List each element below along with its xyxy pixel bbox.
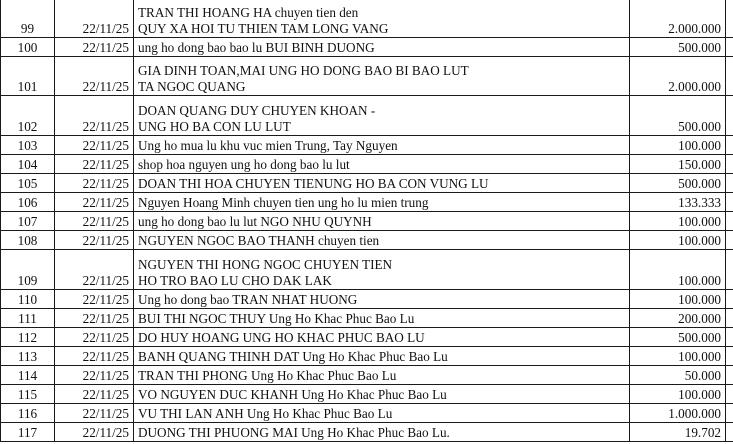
description-line: GIA DINH TOAN,MAI UNG HO DONG BAO BI BAO LUT bbox=[138, 63, 469, 78]
description-cell bbox=[134, 385, 630, 404]
date-cell: 22/11/25 bbox=[55, 57, 134, 96]
row-number-cell: 107 bbox=[1, 212, 55, 231]
row-number-cell: 110 bbox=[1, 290, 55, 309]
table-row bbox=[1, 155, 733, 174]
amount-cell: 100.000 bbox=[630, 136, 726, 155]
date-cell: 22/11/25 bbox=[55, 309, 134, 328]
description-cell bbox=[134, 0, 630, 38]
description-cell bbox=[134, 57, 630, 96]
row-number-cell: 103 bbox=[1, 136, 55, 155]
amount-cell: 100.000 bbox=[630, 231, 726, 250]
row-number-cell: 115 bbox=[1, 385, 55, 404]
date-cell: 22/11/25 bbox=[55, 250, 134, 290]
date-cell: 22/11/25 bbox=[55, 404, 134, 423]
blank-cell bbox=[726, 193, 733, 212]
table-row bbox=[1, 328, 733, 347]
date-cell: 22/11/25 bbox=[55, 366, 134, 385]
description-line: DOAN THI HOA CHUYEN TIENUNG HO BA CON VUNG LU bbox=[138, 176, 489, 191]
table-row bbox=[1, 193, 733, 212]
description-cell bbox=[134, 96, 630, 136]
blank-cell bbox=[726, 290, 733, 309]
table-row bbox=[1, 57, 733, 96]
description-cell bbox=[134, 212, 630, 231]
description-cell bbox=[134, 290, 630, 309]
description-line: Ung ho dong bao TRAN NHAT HUONG bbox=[138, 292, 358, 307]
date-cell: 22/11/25 bbox=[55, 174, 134, 193]
description-line: BUI THI NGOC THUY Ung Ho Khac Phuc Bao Lu bbox=[138, 311, 415, 326]
table-row bbox=[1, 96, 733, 136]
description-line: ung ho dong bao lu lut NGO NHU QUYNH bbox=[138, 214, 372, 229]
description-cell bbox=[134, 193, 630, 212]
row-number-cell: 109 bbox=[1, 250, 55, 290]
description-line: Ung ho mua lu khu vuc mien Trung, Tay Nguyen bbox=[138, 138, 398, 153]
description-cell bbox=[134, 231, 630, 250]
description-cell bbox=[134, 404, 630, 423]
blank-cell bbox=[726, 96, 733, 136]
date-cell: 22/11/25 bbox=[55, 155, 134, 174]
description-line: VU THI LAN ANH Ung Ho Khac Phuc Bao Lu bbox=[138, 406, 393, 421]
blank-cell bbox=[726, 212, 733, 231]
description-line: DUONG THI PHUONG MAI Ung Ho Khac Phuc Bao Lu. bbox=[138, 425, 450, 440]
description-line: ung ho dong bao bao lu BUI BINH DUONG bbox=[138, 40, 375, 55]
description-cell bbox=[134, 347, 630, 366]
blank-cell bbox=[726, 347, 733, 366]
row-number-cell: 100 bbox=[1, 38, 55, 57]
date-cell: 22/11/25 bbox=[55, 328, 134, 347]
table-row bbox=[1, 309, 733, 328]
description-line: QUY XA HOI TU THIEN TAM LONG VANG bbox=[138, 21, 389, 36]
table-row bbox=[1, 366, 733, 385]
date-cell: 22/11/25 bbox=[55, 136, 134, 155]
table-row bbox=[1, 174, 733, 193]
row-number-cell: 116 bbox=[1, 404, 55, 423]
amount-cell: 1.000.000 bbox=[630, 404, 726, 423]
amount-cell: 100.000 bbox=[630, 347, 726, 366]
date-cell: 22/11/25 bbox=[55, 231, 134, 250]
date-cell: 22/11/25 bbox=[55, 290, 134, 309]
row-number-cell: 106 bbox=[1, 193, 55, 212]
description-cell bbox=[134, 250, 630, 290]
blank-cell bbox=[726, 57, 733, 96]
row-number-cell: 105 bbox=[1, 174, 55, 193]
table-row bbox=[1, 250, 733, 290]
blank-cell bbox=[726, 0, 733, 38]
amount-cell: 133.333 bbox=[630, 193, 726, 212]
row-number-cell: 114 bbox=[1, 366, 55, 385]
amount-cell: 150.000 bbox=[630, 155, 726, 174]
blank-cell bbox=[726, 328, 733, 347]
description-line: DOAN QUANG DUY CHUYEN KHOAN - bbox=[138, 103, 376, 118]
blank-cell bbox=[726, 309, 733, 328]
description-cell bbox=[134, 155, 630, 174]
row-number-cell: 113 bbox=[1, 347, 55, 366]
amount-cell: 19.702 bbox=[630, 423, 726, 442]
row-number-cell: 104 bbox=[1, 155, 55, 174]
blank-cell bbox=[726, 231, 733, 250]
blank-cell bbox=[726, 155, 733, 174]
blank-cell bbox=[726, 136, 733, 155]
date-cell: 22/11/25 bbox=[55, 193, 134, 212]
blank-cell bbox=[726, 385, 733, 404]
amount-cell: 2.000.000 bbox=[630, 57, 726, 96]
table-row bbox=[1, 423, 733, 442]
amount-cell: 100.000 bbox=[630, 250, 726, 290]
description-line: shop hoa nguyen ung ho dong bao lu lut bbox=[138, 157, 350, 172]
description-cell bbox=[134, 366, 630, 385]
row-number-cell: 111 bbox=[1, 309, 55, 328]
description-line: NGUYEN NGOC BAO THANH chuyen tien bbox=[138, 233, 380, 248]
ledger-body bbox=[1, 0, 733, 442]
row-number-cell: 99 bbox=[1, 0, 55, 38]
description-line: Nguyen Hoang Minh chuyen tien ung ho lu mien trung bbox=[138, 195, 429, 210]
row-number-cell: 101 bbox=[1, 57, 55, 96]
description-line: TRAN THI HOANG HA chuyen tien den bbox=[138, 5, 359, 20]
amount-cell: 200.000 bbox=[630, 309, 726, 328]
date-cell: 22/11/25 bbox=[55, 0, 134, 38]
blank-cell bbox=[726, 174, 733, 193]
date-cell: 22/11/25 bbox=[55, 347, 134, 366]
table-row bbox=[1, 404, 733, 423]
date-cell: 22/11/25 bbox=[55, 212, 134, 231]
description-cell bbox=[134, 309, 630, 328]
date-cell: 22/11/25 bbox=[55, 423, 134, 442]
blank-cell bbox=[726, 404, 733, 423]
row-number-cell: 102 bbox=[1, 96, 55, 136]
table-row bbox=[1, 212, 733, 231]
row-number-cell: 112 bbox=[1, 328, 55, 347]
row-number-cell: 108 bbox=[1, 231, 55, 250]
description-line: HO TRO BAO LU CHO DAK LAK bbox=[138, 273, 332, 288]
amount-cell: 100.000 bbox=[630, 212, 726, 231]
table-row bbox=[1, 347, 733, 366]
description-line: NGUYEN THI HONG NGOC CHUYEN TIEN bbox=[138, 257, 393, 272]
amount-cell: 500.000 bbox=[630, 96, 726, 136]
amount-cell: 100.000 bbox=[630, 385, 726, 404]
table-row bbox=[1, 231, 733, 250]
table-row bbox=[1, 290, 733, 309]
description-cell bbox=[134, 328, 630, 347]
row-number-cell: 117 bbox=[1, 423, 55, 442]
description-line: BANH QUANG THINH DAT Ung Ho Khac Phuc Bao Lu bbox=[138, 349, 448, 364]
description-line: UNG HO BA CON LU LUT bbox=[138, 119, 291, 134]
date-cell: 22/11/25 bbox=[55, 38, 134, 57]
description-line: TA NGOC QUANG bbox=[138, 79, 246, 94]
date-cell: 22/11/25 bbox=[55, 385, 134, 404]
description-cell bbox=[134, 136, 630, 155]
blank-cell bbox=[726, 250, 733, 290]
date-cell: 22/11/25 bbox=[55, 96, 134, 136]
blank-cell bbox=[726, 423, 733, 442]
table-row bbox=[1, 38, 733, 57]
description-line: VO NGUYEN DUC KHANH Ung Ho Khac Phuc Bao Lu bbox=[138, 387, 447, 402]
description-line: TRAN THI PHONG Ung Ho Khac Phuc Bao Lu bbox=[138, 368, 397, 383]
amount-cell: 500.000 bbox=[630, 174, 726, 193]
amount-cell: 500.000 bbox=[630, 328, 726, 347]
amount-cell: 100.000 bbox=[630, 290, 726, 309]
amount-cell: 500.000 bbox=[630, 38, 726, 57]
blank-cell bbox=[726, 38, 733, 57]
description-cell bbox=[134, 174, 630, 193]
description-cell bbox=[134, 423, 630, 442]
description-line: DO HUY HOANG UNG HO KHAC PHUC BAO LU bbox=[138, 330, 425, 345]
table-row bbox=[1, 0, 733, 38]
table-row bbox=[1, 385, 733, 404]
amount-cell: 50.000 bbox=[630, 366, 726, 385]
description-cell bbox=[134, 38, 630, 57]
blank-cell bbox=[726, 366, 733, 385]
amount-cell: 2.000.000 bbox=[630, 0, 726, 38]
table-row bbox=[1, 136, 733, 155]
